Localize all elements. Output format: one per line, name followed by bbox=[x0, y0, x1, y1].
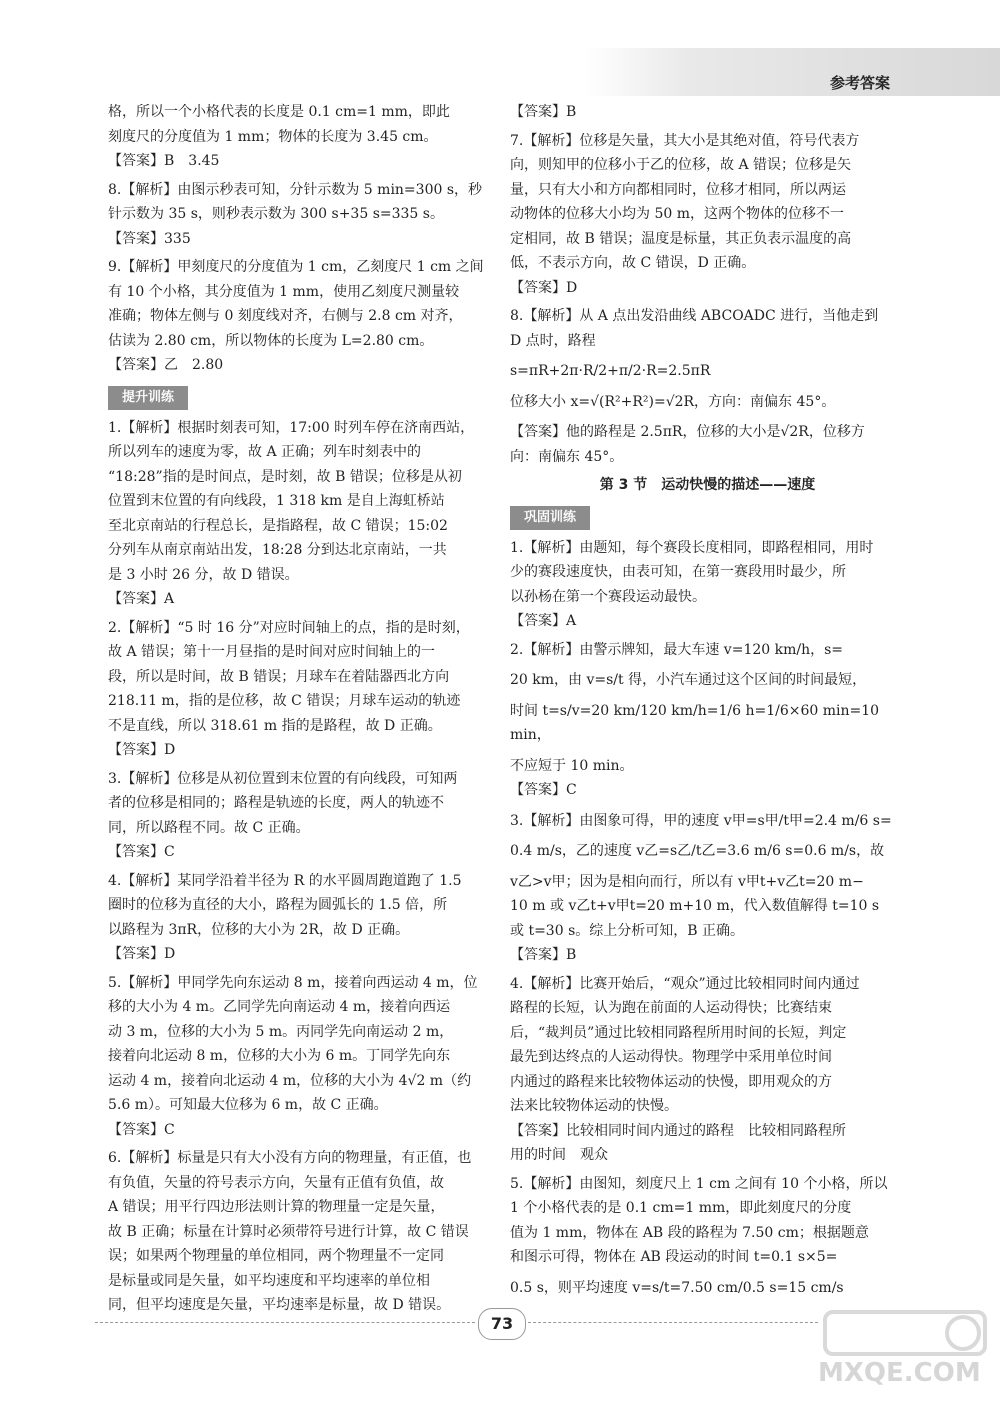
text-line: v乙>v甲；因为是相向而行，所以有 v甲t+v乙t=20 m− bbox=[510, 873, 864, 890]
text-line: 者的位移是相同的；路程是轨迹的长度，两人的轨迹不 bbox=[108, 795, 444, 811]
answer: 【答案】C bbox=[108, 1121, 175, 1138]
answer: 【答案】比较相同时间内通过的路程 比较相同路程所 bbox=[510, 1122, 846, 1139]
text-line: 不应短于 10 min。 bbox=[510, 757, 634, 774]
formula: 3.【解析】由图象可得，甲的速度 v甲=s甲/t甲=2.4 m/6 s= bbox=[510, 812, 892, 829]
text-line: 5.【解析】甲同学先向东运动 8 m，接着向西运动 4 m，位 bbox=[108, 974, 478, 991]
page-number: 73 bbox=[478, 1308, 526, 1340]
formula: 位移大小 x=√(R²+R²)=√2R，方向：南偏东 45°。 bbox=[510, 393, 836, 410]
text-line: 4.【解析】比赛开始后，“观众”通过比较相同时间内通过 bbox=[510, 975, 860, 992]
text-line: 5.6 m）。可知最大位移为 6 m，故 C 正确。 bbox=[108, 1097, 388, 1113]
text-line: 2.【解析】“5 时 16 分”对应时间轴上的点，指的是时刻， bbox=[108, 619, 470, 636]
text-line: 有负值，矢量的符号表示方向，矢量有正值有负值，故 bbox=[108, 1174, 444, 1191]
watermark-text: MXQE.COM bbox=[818, 1358, 981, 1388]
text-line: 1.【解析】由题知，每个赛段长度相同，即路程相同，用时 bbox=[510, 539, 874, 556]
text-line: 低，不表示方向，故 C 错误，D 正确。 bbox=[510, 255, 756, 271]
text-line: 向，则知甲的位移小于乙的位移，故 A 错误；位移是矢 bbox=[510, 157, 852, 173]
text-line: 动物体的位移大小均为 50 m，这两个物体的位移不一 bbox=[510, 206, 844, 222]
text-line: 接着向北运动 8 m，位移的大小为 6 m。丁同学先向东 bbox=[108, 1048, 451, 1064]
text-line: 分列车从南京南站出发，18:28 分到达北京南站，一共 bbox=[108, 542, 447, 558]
text-line: 8.【解析】从 A 点出发沿曲线 ABCOADC 进行，当他走到 bbox=[510, 308, 879, 324]
text-line: 刻度尺的分度值为 1 mm；物体的长度为 3.45 cm。 bbox=[108, 128, 438, 145]
text-line: 或 t=30 s。综上分析可知，B 正确。 bbox=[510, 922, 744, 939]
text-line: 218.11 m，指的是位移，故 C 错误；月球车运动的轨迹 bbox=[108, 693, 461, 709]
text-line: 以路程为 3πR，位移的大小为 2R，故 D 正确。 bbox=[108, 921, 410, 938]
text-line: 少的赛段速度快，由表可知，在第一赛段用时最少，所 bbox=[510, 564, 846, 580]
text-line: 内通过的路程来比较物体运动的快慢，即用观众的方 bbox=[510, 1073, 832, 1090]
text-line: 10 m 或 v乙t+v甲t=20 m+10 m，代入数值解得 t=10 s bbox=[510, 898, 880, 914]
formula: 时间 t=s/v=20 km/120 km/h=1/6 h=1/6×60 min=10 min， bbox=[510, 702, 880, 743]
text-line: 移的大小为 4 m。乙同学先向南运动 4 m，接着向西运 bbox=[108, 999, 451, 1015]
answer: 【答案】C bbox=[108, 844, 175, 860]
text-line: 1.【解析】根据时刻表可知，17:00 时列车停在济南西站， bbox=[108, 419, 475, 436]
answer: 【答案】B bbox=[510, 947, 577, 963]
left-column bbox=[108, 100, 493, 1318]
section-label: 巩固训练 bbox=[510, 506, 590, 530]
footer-divider-right bbox=[528, 1322, 818, 1323]
text-line: A 错误；用平行四边形法则计算的物理量一定是矢量， bbox=[108, 1199, 445, 1215]
answer: 【答案】B bbox=[510, 104, 577, 120]
text-line: 路程的长短，认为跑在前面的人运动得快；比赛结束 bbox=[510, 1000, 832, 1016]
text-line: 4.【解析】某同学沿着半径为 R 的水平圆周跑道跑了 1.5 bbox=[108, 872, 462, 889]
text-line: 不是直线，所以 318.61 m 指的是路程，故 D 正确。 bbox=[108, 717, 442, 734]
text-line: 圈时的位移为直径的大小，路程为圆弧长的 1.5 倍，所 bbox=[108, 897, 448, 913]
answer: 向：南偏东 45°。 bbox=[510, 448, 624, 465]
formula: 0.5 s，则平均速度 v=s/t=7.50 cm/0.5 s=15 cm/s bbox=[510, 1279, 844, 1296]
text-line: D 点时，路程 bbox=[510, 332, 596, 349]
answer: 【答案】A bbox=[510, 613, 577, 629]
footer-divider-left bbox=[95, 1322, 475, 1323]
text-line: 5.【解析】由图知，刻度尺上 1 cm 之间有 10 个小格，所以 bbox=[510, 1175, 888, 1192]
text-line: 是 3 小时 26 分，故 D 错误。 bbox=[108, 566, 299, 583]
text-line: 是标量或同是矢量，如平均速度和平均速率的单位相 bbox=[108, 1272, 430, 1289]
text-line: 至北京南站的行程总长，是指路程，故 C 错误；15:02 bbox=[108, 517, 448, 534]
answer: 【答案】乙 2.80 bbox=[108, 357, 224, 373]
answer: 【答案】C bbox=[510, 782, 577, 798]
text-line: 9.【解析】甲刻度尺的分度值为 1 cm，乙刻度尺 1 cm 之间 bbox=[108, 259, 484, 275]
text-line: 故 A 错误；第十一月昼指的是时间对应时间轴上的一 bbox=[108, 644, 436, 660]
answer: 【答案】A bbox=[108, 591, 175, 607]
answer: 用的时间 观众 bbox=[510, 1147, 608, 1163]
text-line: 准确；物体左侧与 0 刻度线对齐，右侧与 2.8 cm 对齐， bbox=[108, 308, 463, 324]
text-line: 后，“裁判员”通过比较相同路程所用时间的长短，判定 bbox=[510, 1024, 847, 1041]
text-line: 有 10 个小格，其分度值为 1 mm，使用乙刻度尺测量较 bbox=[108, 283, 460, 300]
answer: 【答案】D bbox=[108, 946, 176, 962]
answer: 【答案】335 bbox=[108, 230, 191, 247]
text-line: 段，所以是时间，故 B 错误；月球车在着陆器西北方向 bbox=[108, 668, 450, 685]
text-line: 6.【解析】标量是只有大小没有方向的物理量，有正值，也 bbox=[108, 1150, 472, 1166]
answer: 【答案】D bbox=[510, 279, 578, 296]
text-line: 运动 4 m，接着向北运动 4 m，位移的大小为 4√2 m（约 bbox=[108, 1072, 472, 1089]
text-line: 故 B 正确；标量在计算时必须带符号进行计算，故 C 错误 bbox=[108, 1223, 469, 1240]
answer: 【答案】D bbox=[108, 742, 176, 758]
text-line: 3.【解析】位移是从初位置到末位置的有向线段，可知两 bbox=[108, 770, 458, 787]
text-line: 法来比较物体运动的快慢。 bbox=[510, 1098, 678, 1114]
text-line: 8.【解析】由图示秒表可知，分针示数为 5 min=300 s，秒 bbox=[108, 181, 483, 198]
text-line: “18:28”指的是时间点，是时刻，故 B 错误；位移是从初 bbox=[108, 468, 462, 485]
formula: 0.4 m/s，乙的速度 v乙=s乙/t乙=3.6 m/6 s=0.6 m/s，故 bbox=[510, 843, 885, 859]
answer: 【答案】他的路程是 2.5πR，位移的大小是√2R，位移方 bbox=[510, 424, 865, 440]
text-line: 所以列车的速度为零，故 A 正确；列车时刻表中的 bbox=[108, 444, 422, 460]
text-line: 以孙杨在第一个赛段运动最快。 bbox=[510, 588, 706, 605]
text-line: 同，但平均速度是矢量，平均速率是标量，故 D 错误。 bbox=[108, 1297, 451, 1313]
text-line: 7.【解析】位移是矢量，其大小是其绝对值，符号代表方 bbox=[510, 132, 860, 149]
text-line: 量，只有大小和方向都相同时，位移才相同，所以两运 bbox=[510, 181, 846, 198]
text-line: 最先到达终点的人运动得快。物理学中采用单位时间 bbox=[510, 1049, 832, 1065]
text-line: 2.【解析】由警示牌知，最大车速 v=120 km/h，s= bbox=[510, 641, 844, 658]
text-line: 针示数为 35 s，则秒表示数为 300 s+35 s=335 s。 bbox=[108, 206, 444, 222]
text-line: 位置到末位置的有向线段，1 318 km 是自上海虹桥站 bbox=[108, 493, 445, 509]
text-line: 误；如果两个物理量的单位相同，两个物理量不一定同 bbox=[108, 1248, 444, 1264]
text-line: 格，所以一个小格代表的长度是 0.1 cm=1 mm，即此 bbox=[108, 104, 450, 120]
formula: s=πR+2π·R/2+π/2·R=2.5πR bbox=[510, 363, 711, 379]
page-header-title: 参考答案 bbox=[830, 74, 891, 92]
section-title: 第 3 节 运动快慢的描述——速度 bbox=[599, 477, 816, 493]
text-line: 值为 1 mm，物体在 AB 段的路程为 7.50 cm；根据题意 bbox=[510, 1224, 869, 1241]
text-line: 定相同，故 B 错误；温度是标量，其正负表示温度的高 bbox=[510, 230, 852, 247]
text-line: 和图示可得，物体在 AB 段运动的时间 t=0.1 s×5= bbox=[510, 1249, 838, 1265]
text-line: 同，所以路程不同。故 C 正确。 bbox=[108, 819, 310, 836]
text-line: 动 3 m，位移的大小为 5 m。丙同学先向南运动 2 m， bbox=[108, 1023, 454, 1040]
header-band bbox=[585, 48, 1000, 96]
text-line: 1 个小格代表的是 0.1 cm=1 mm，即此刻度尺的分度 bbox=[510, 1200, 852, 1216]
answer: 【答案】B 3.45 bbox=[108, 153, 220, 169]
right-column bbox=[510, 100, 905, 1306]
text-line: 20 km，由 v=s/t 得，小汽车通过这个区间的时间最短， bbox=[510, 672, 867, 688]
section-label: 提升训练 bbox=[108, 386, 188, 410]
text-line: 估读为 2.80 cm，所以物体的长度为 L=2.80 cm。 bbox=[108, 332, 434, 349]
